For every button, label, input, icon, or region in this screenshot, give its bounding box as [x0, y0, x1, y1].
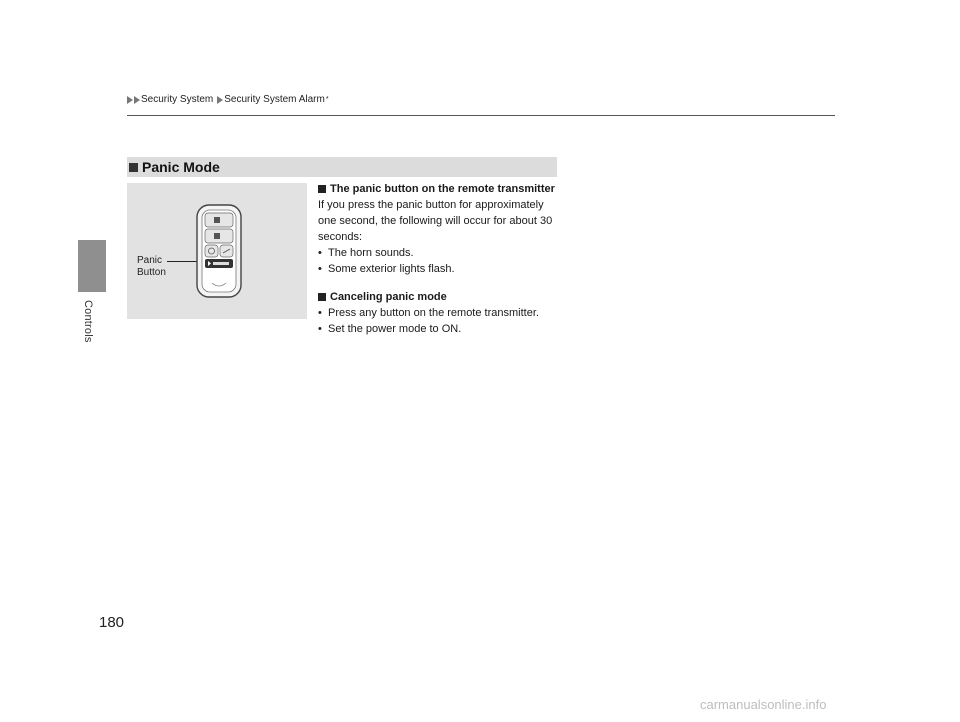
- section-square-icon: [129, 163, 138, 172]
- bullet-item: [318, 261, 562, 277]
- bullet-item: [318, 305, 562, 321]
- section-title: Panic Mode: [142, 159, 220, 175]
- bullet-dot-icon: •: [318, 307, 322, 319]
- breadcrumb-item-security-system-alarm[interactable]: Security System Alarm: [224, 94, 325, 105]
- panic-paragraph: If you press the panic button for approximately one second, the following will occur for about 30 seconds:: [318, 199, 553, 243]
- breadcrumb-arrow-icon: [134, 96, 140, 104]
- bullet-text: Set the power mode to ON.: [328, 323, 462, 335]
- page-number: 180: [99, 614, 125, 631]
- remote-figure: [127, 183, 307, 319]
- side-tab-label: Controls: [82, 300, 94, 343]
- watermark[interactable]: carmanualsonline.info: [700, 697, 827, 712]
- breadcrumb-arrow-icon: [217, 96, 223, 104]
- panic-button-label-line1: Panic: [137, 255, 163, 266]
- sub-heading-canceling-text: Canceling panic mode: [330, 291, 447, 303]
- panic-button-label: [137, 255, 166, 279]
- remote-transmitter-icon: [194, 203, 244, 299]
- bullet-item: [318, 245, 562, 261]
- side-tab-block: [78, 240, 106, 292]
- sub-heading-panic-button: [318, 181, 562, 197]
- breadcrumb-item-security-system[interactable]: Security System: [141, 94, 214, 105]
- content: [318, 181, 562, 337]
- bullet-dot-icon: •: [318, 247, 322, 259]
- header-rule: [127, 115, 835, 116]
- heading-square-icon: [318, 185, 326, 193]
- breadcrumb-arrow-icon: [127, 96, 133, 104]
- bullet-item: [318, 321, 562, 337]
- bullet-dot-icon: •: [318, 263, 322, 275]
- breadcrumb: [127, 94, 329, 105]
- sub-heading-canceling: [318, 289, 562, 305]
- heading-square-icon: [318, 293, 326, 301]
- bullet-text: Press any button on the remote transmitter.: [328, 307, 539, 319]
- sub-heading-panic-button-text: The panic button on the remote transmitter: [330, 183, 555, 195]
- bullet-dot-icon: •: [318, 323, 322, 335]
- panic-button-label-line2: Button: [137, 267, 166, 278]
- section-header: [127, 157, 557, 177]
- bullet-text: The horn sounds.: [328, 247, 414, 259]
- bullet-text: Some exterior lights flash.: [328, 263, 455, 275]
- breadcrumb-asterisk: *: [325, 96, 329, 103]
